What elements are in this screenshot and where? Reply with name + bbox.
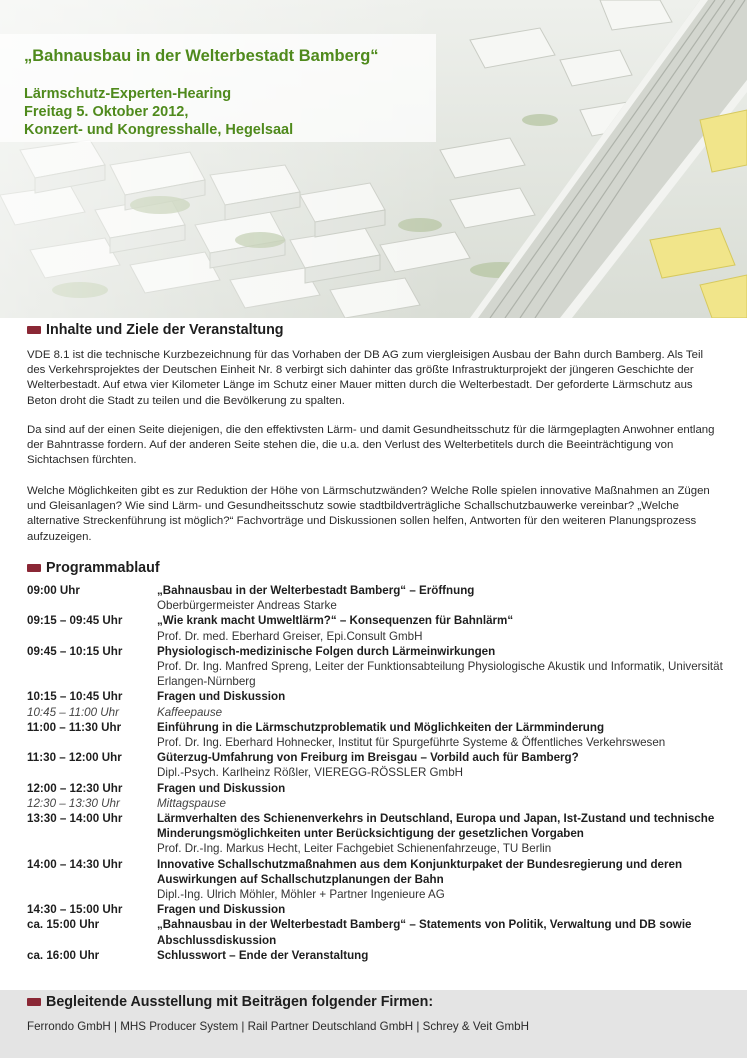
programme-time: 14:00 – 14:30 Uhr [27, 857, 123, 871]
programme-time: 10:45 – 11:00 Uhr [27, 705, 119, 719]
programme-title: Fragen und Diskussion [157, 781, 286, 795]
programme-break-item [27, 705, 727, 720]
programme-item [27, 781, 727, 796]
programme-speaker: Prof. Dr. Ing. Eberhard Hohnecker, Institut für Spurgeführte Systeme & Öffentliches Verkehrswesen [157, 736, 666, 750]
programme-title: „Bahnausbau in der Welterbestadt Bamberg“ – Statements von Politik, Verwaltung und DB sowie Abschlussdiskussion [157, 918, 692, 947]
programme-time: 13:30 – 14:00 Uhr [27, 812, 123, 826]
programme-list [27, 583, 727, 963]
exhibitor-list: Ferrondo GmbH | MHS Producer System | Rail Partner Deutschland GmbH | Schrey & Veit GmbH [27, 1020, 529, 1033]
programme-title: Fragen und Diskussion [157, 903, 286, 917]
intro-paragraph-2: Da sind auf der einen Seite diejenigen, die den effektivsten Lärm- und damit Gesundheitsschutz für die lärmgeplagten Anwohner entlang der Bahntrasse fordern. Auf der anderen Seite stehen die, die u.a. den Verlust des Welterbetitels durch die Beeinträchtigung von Sichtachsen fürchten. [27, 424, 715, 467]
header-aerial-image [0, 0, 747, 318]
programme-speaker: Dipl.-Psych. Karlheinz Rößler, VIEREGG-RÖSSLER GmbH [157, 766, 464, 780]
section-marker-icon [27, 326, 41, 334]
programme-time: 11:00 – 11:30 Uhr [27, 720, 122, 734]
programme-title: Mittagspause [157, 796, 226, 810]
programme-time: ca. 15:00 Uhr [27, 918, 100, 932]
programme-time: 14:30 – 15:00 Uhr [27, 903, 123, 917]
programme-item [27, 811, 727, 857]
event-date-line: Freitag 5. Oktober 2012, [24, 104, 189, 120]
programme-title: Fragen und Diskussion [157, 690, 286, 704]
programme-time: 11:30 – 12:00 Uhr [27, 751, 122, 765]
programme-title: Güterzug-Umfahrung von Freiburg im Breisgau – Vorbild auch für Bamberg? [157, 751, 579, 765]
section-header-goals [27, 322, 284, 338]
programme-item [27, 917, 727, 947]
programme-item [27, 689, 727, 704]
intro-paragraph-1: VDE 8.1 ist die technische Kurzbezeichnung für das Vorhaben der DB AG zum viergleisigen Ausbau der Bahn durch Bamberg. Als Teil des Verkehrsprojektes der Deutschen Einheit Nr. 8 verbirgt sich dahinter das größte Infrastrukturprojekt der jüngeren Geschichte der Welterbestadt. Auf etwa vier Kilometer Länge im Schutz einer Mauer mitten durch die Welterbestadt. Der geforderte Lärmschutz aus Beton droht die Stadt zu teilen und die Bevölkerung zu spalten. [27, 349, 704, 407]
event-title: „Bahnausbau in der Welterbestadt Bamberg“ [24, 47, 379, 65]
programme-speaker: Dipl.-Ing. Ulrich Möhler, Möhler + Partner Ingenieure AG [157, 888, 445, 902]
programme-title: Kaffeepause [157, 705, 223, 719]
programme-time: 10:15 – 10:45 Uhr [27, 690, 123, 704]
programme-title: Schlusswort – Ende der Veranstaltung [157, 948, 369, 962]
event-venue-line: Konzert- und Kongresshalle, Hegelsaal [24, 122, 294, 138]
section-title: Inhalte und Ziele der Veranstaltung [46, 322, 284, 338]
intro-paragraph-3: Welche Möglichkeiten gibt es zur Reduktion der Höhe von Lärmschutzwänden? Welche Rolle spielen innovative Maßnahmen an Zügen und Gleisanlagen? Wie sind Lärm- und Gesundheitsschutz sowie stadtbildverträgliche Schallschutzbauwerke vereinbar? „Welche alternative Streckenführung ist möglich?“ Fachvorträge und Diskussionen sollen helfen, Antworten für den weiteren Planungsprozess aufzuzeigen. [27, 485, 710, 543]
programme-time: ca. 16:00 Uhr [27, 948, 100, 962]
programme-speaker: Prof. Dr. med. Eberhard Greiser, Epi.Consult GmbH [157, 629, 423, 643]
programme-time: 12:30 – 13:30 Uhr [27, 796, 120, 810]
programme-item [27, 644, 727, 690]
programme-item [27, 720, 727, 750]
section-marker-icon [27, 564, 41, 572]
programme-time: 09:00 Uhr [27, 584, 80, 597]
programme-title: „Bahnausbau in der Welterbestadt Bamberg“ – Eröffnung [157, 584, 475, 597]
programme-item [27, 583, 727, 613]
programme-break-item [27, 796, 727, 811]
programme-title: Physiologisch-medizinische Folgen durch Lärmeinwirkungen [157, 644, 496, 658]
event-subtitle-line-1: Lärmschutz-Experten-Hearing [24, 86, 232, 102]
programme-time: 12:00 – 12:30 Uhr [27, 781, 123, 795]
programme-item [27, 948, 727, 963]
programme-speaker: Oberbürgermeister Andreas Starke [157, 599, 337, 613]
programme-time: 09:15 – 09:45 Uhr [27, 614, 123, 628]
programme-time: 09:45 – 10:15 Uhr [27, 644, 123, 658]
section-marker-icon [27, 998, 41, 1006]
programme-title: Innovative Schallschutzmaßnahmen aus dem Konjunkturpaket der Bundesregierung und deren Auswirkungen auf Schallschutzplanungen der Bahn [157, 857, 683, 886]
programme-title: Einführung in die Lärmschutzproblematik und Möglichkeiten der Lärmminderung [157, 720, 605, 734]
programme-speaker: Prof. Dr.-Ing. Markus Hecht, Leiter Fachgebiet Schienenfahrzeuge, TU Berlin [157, 842, 552, 856]
section-header-exhibition [27, 994, 433, 1010]
section-title: Programmablauf [46, 560, 160, 576]
programme-speaker: Prof. Dr. Ing. Manfred Spreng, Leiter der Funktionsabteilung Physiologische Akustik und Informatik, Universität Erlangen-Nürnberg [157, 660, 723, 689]
programme-item [27, 857, 727, 903]
programme-item [27, 750, 727, 780]
programme-item [27, 613, 727, 643]
section-header-programme [27, 560, 160, 576]
programme-title: „Wie krank macht Umweltlärm?“ – Konsequenzen für Bahnlärm“ [157, 614, 514, 628]
programme-item [27, 902, 727, 917]
programme-title: Lärmverhalten des Schienenverkehrs in Deutschland, Europa und Japan, Ist-Zustand und technische Minderungsmöglichkeiten unter Berücksichtigung der gesetzlichen Vorgaben [157, 812, 715, 841]
section-title: Begleitende Ausstellung mit Beiträgen folgender Firmen: [46, 994, 434, 1010]
